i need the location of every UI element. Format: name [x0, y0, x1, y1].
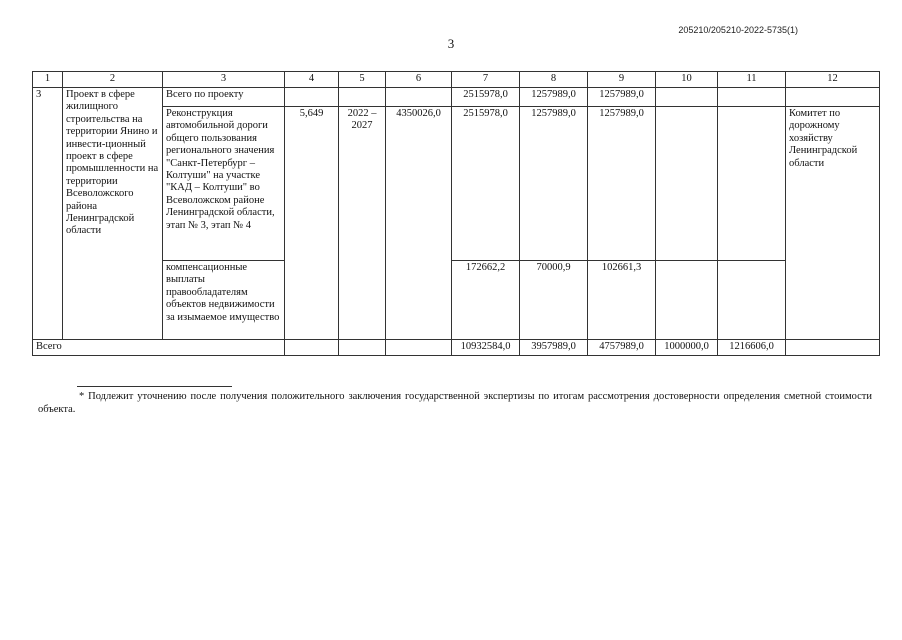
- cell-empty: [386, 340, 452, 356]
- project-name: Проект в сфере жилищного строительства на территории Янино и инвести-ционный проект в сфере промышленности на территории Всеволожского района Ленинградской области: [63, 88, 163, 340]
- column-number: 1: [33, 72, 63, 88]
- page-number: 3: [447, 36, 455, 51]
- reconstruction-description: Реконструкция автомобильной дороги общего пользования регионального значения "Санкт-Петербург – Колтуши" на участке "КАД – Колтуши" во Всеволожском районе Ленинградской области, этап № 3, этап № 4: [163, 107, 285, 261]
- column-number: 10: [656, 72, 718, 88]
- cell-empty: [718, 107, 786, 261]
- reconstruction-col7: 2515978,0: [452, 107, 520, 261]
- grand-total-label: Всего: [33, 340, 285, 356]
- column-number: 6: [386, 72, 452, 88]
- project-total-row: [33, 88, 880, 107]
- column-number: 11: [718, 72, 786, 88]
- grand-total-row: [33, 340, 880, 356]
- estimated-cost: 4350026,0: [386, 107, 452, 340]
- cell-empty: [386, 88, 452, 107]
- column-number: 5: [339, 72, 386, 88]
- project-total-col9: 1257989,0: [588, 88, 656, 107]
- cell-empty: [786, 88, 880, 107]
- compensation-col8: 70000,9: [520, 261, 588, 340]
- row-number: 3: [33, 88, 63, 340]
- compensation-description: компенсационные выплаты правообладателям объектов недвижимости за изымаемое имущество: [163, 261, 285, 340]
- column-number-row: [33, 72, 880, 88]
- column-number: 12: [786, 72, 880, 88]
- cell-empty: [285, 88, 339, 107]
- grand-total-col7: 10932584,0: [452, 340, 520, 356]
- grand-total-col11: 1216606,0: [718, 340, 786, 356]
- compensation-col7: 172662,2: [452, 261, 520, 340]
- cell-empty: [656, 107, 718, 261]
- cell-empty: [339, 340, 386, 356]
- document-id: 205210/205210-2022-5735(1): [678, 25, 798, 35]
- road-length: 5,649: [285, 107, 339, 340]
- column-number: 9: [588, 72, 656, 88]
- cell-empty: [656, 261, 718, 340]
- compensation-col9: 102661,3: [588, 261, 656, 340]
- grand-total-col8: 3957989,0: [520, 340, 588, 356]
- column-number: 7: [452, 72, 520, 88]
- cell-empty: [786, 340, 880, 356]
- implementation-period: 2022 – 2027: [339, 107, 386, 340]
- grand-total-col10: 1000000,0: [656, 340, 718, 356]
- cell-empty: [718, 88, 786, 107]
- financing-table: [32, 71, 880, 356]
- column-number: 8: [520, 72, 588, 88]
- cell-empty: [339, 88, 386, 107]
- reconstruction-col8: 1257989,0: [520, 107, 588, 261]
- grand-total-col9: 4757989,0: [588, 340, 656, 356]
- footnote: * Подлежит уточнению после получения положительного заключения государственной экспертизы по итогам рассмотрения достоверности определения сметной стоимости объекта.: [38, 391, 872, 415]
- project-total-col8: 1257989,0: [520, 88, 588, 107]
- column-number: 4: [285, 72, 339, 88]
- column-number: 2: [63, 72, 163, 88]
- project-total-label: Всего по проекту: [163, 88, 285, 107]
- reconstruction-col9: 1257989,0: [588, 107, 656, 261]
- cell-empty: [285, 340, 339, 356]
- cell-empty: [718, 261, 786, 340]
- responsible-executor: Комитет по дорожному хозяйству Ленинградской области: [786, 107, 880, 340]
- footnote-separator: [77, 386, 232, 387]
- project-total-col7: 2515978,0: [452, 88, 520, 107]
- column-number: 3: [163, 72, 285, 88]
- cell-empty: [656, 88, 718, 107]
